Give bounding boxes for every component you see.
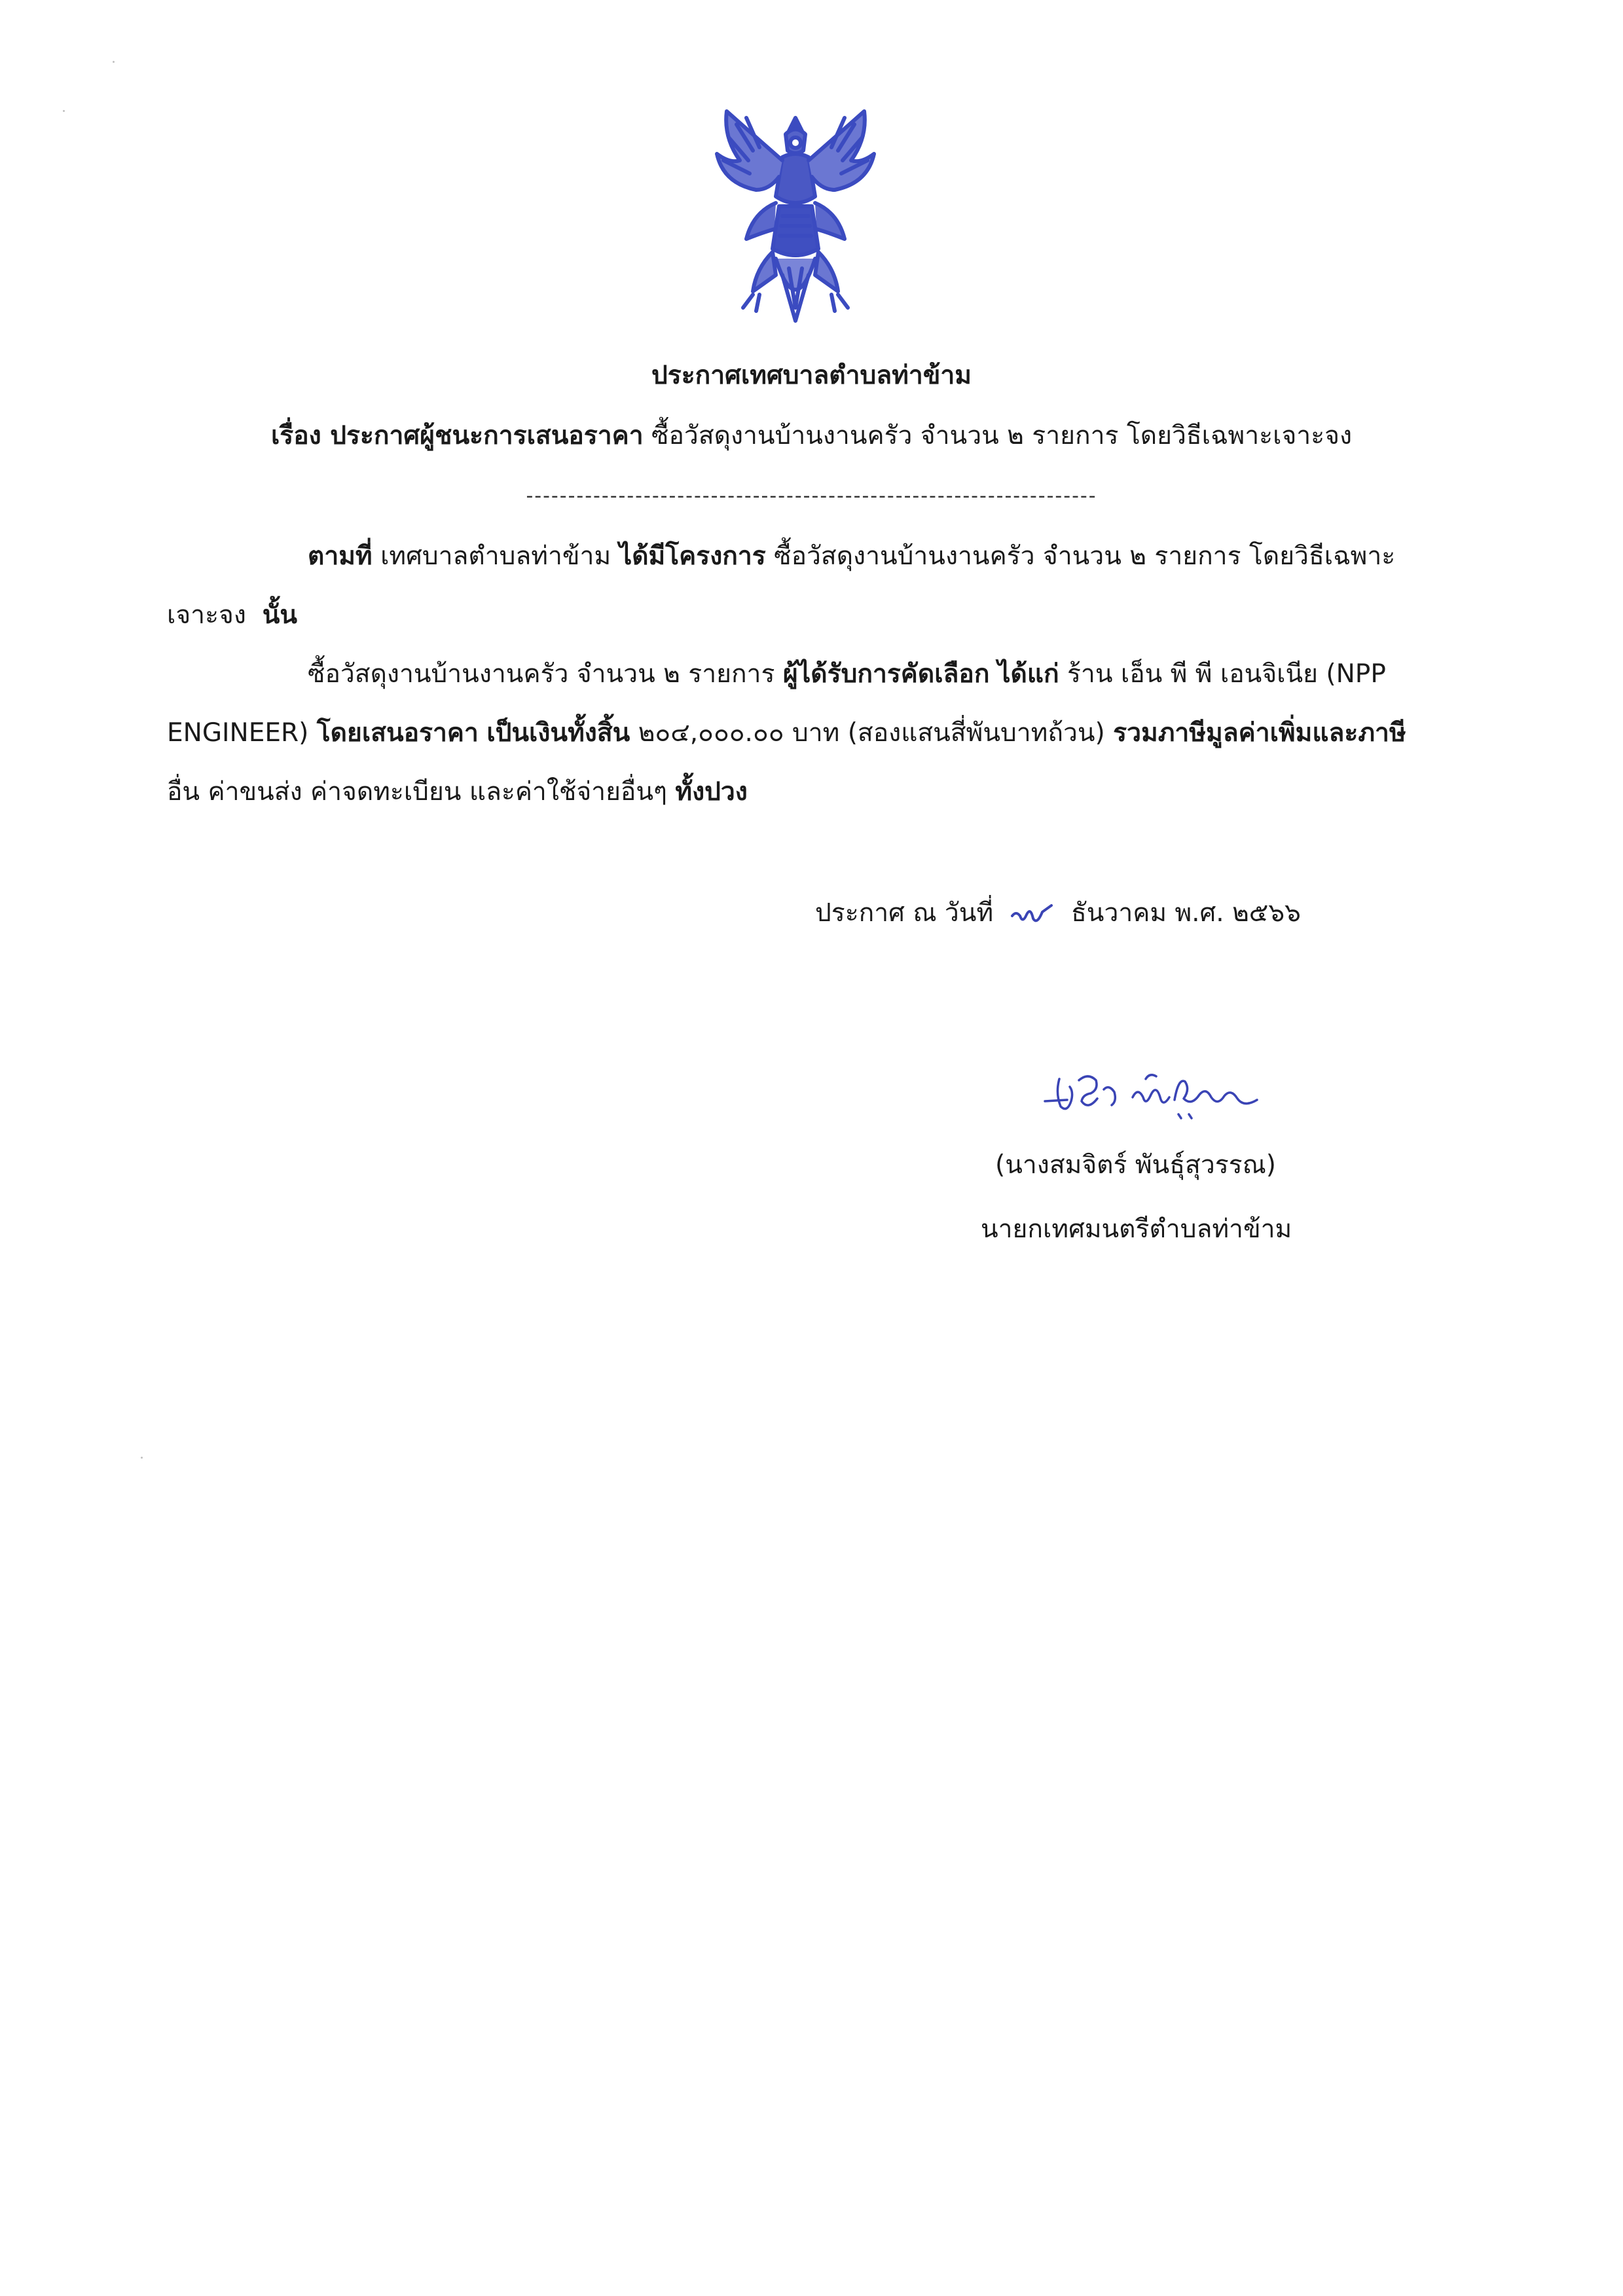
date-label: ประกาศ ณ วันที่ [815, 898, 994, 928]
subject-line [0, 418, 1623, 454]
p1-verb: ได้มีโครงการ [619, 541, 766, 571]
scan-speck [141, 1457, 143, 1459]
paragraph-2-line-1 [308, 656, 1386, 693]
p1-project: ซื้อวัสดุงานบ้านงานครัว จำนวน ๒ รายการ โดยวิธีเฉพาะ [774, 541, 1396, 571]
signature-icon [1041, 1061, 1264, 1133]
p2-amount: ๒๐๔,๐๐๐.๐๐ บาท (สองแสนสี่พันบาทถ้วน) [638, 718, 1105, 748]
p2-total-label: เป็นเงินทั้งสิ้น [486, 718, 630, 748]
p1-end: นั้น [262, 600, 298, 630]
p3-text: อื่น ค่าขนส่ง ค่าจดทะเบียน และค่าใช้จ่ายอื่นๆ [167, 777, 667, 807]
subject-label: เรื่อง ประกาศผู้ชนะการเสนอราคา [270, 421, 644, 450]
paragraph-2-line-3 [167, 774, 748, 811]
paragraph-2-line-2 [167, 715, 1406, 752]
p1-org: เทศบาลตำบลท่าข้าม [380, 541, 611, 571]
paragraph-1-line-1 [308, 538, 1395, 575]
p2-tax: รวมภาษีมูลค่าเพิ่มและภาษี [1113, 718, 1406, 748]
scan-speck [113, 61, 115, 63]
p2-winner-cont: ENGINEER) [167, 718, 309, 748]
p2-winner: ร้าน เอ็น พี พี เอนจิเนีย (NPP [1067, 659, 1386, 689]
handwritten-day-icon [1010, 902, 1055, 928]
paragraph-1-line-2 [167, 597, 297, 634]
p1-lead: ตามที่ [308, 541, 373, 571]
signer-name: (นางสมจิตร์ พันธุ์สุวรรณ) [995, 1150, 1277, 1180]
p2-item: ซื้อวัสดุงานบ้านงานครัว จำนวน ๒ รายการ [308, 659, 775, 689]
announcement-date [815, 895, 1301, 932]
page-title: ประกาศเทศบาลตำบลท่าข้าม [651, 361, 972, 390]
signer-position: นายกเทศมนตรีตำบลท่าข้าม [981, 1214, 1292, 1244]
p2-selected-label: ผู้ได้รับการคัดเลือก [782, 659, 990, 689]
date-month-year: ธันวาคม พ.ศ. ๒๕๖๖ [1070, 898, 1301, 928]
garuda-emblem-icon [691, 98, 900, 340]
p1-cont: เจาะจง [167, 600, 246, 630]
p3-end: ทั้งปวง [675, 777, 748, 807]
p2-price-label: โดยเสนอราคา [316, 718, 479, 748]
scan-speck [63, 110, 65, 112]
subject-text: ซื้อวัสดุงานบ้านงานครัว จำนวน ๒ รายการ โดยวิธีเฉพาะเจาะจง [651, 421, 1353, 450]
separator-line: -------------------------------------------------------------------- [526, 484, 1097, 507]
p2-winner-label: ได้แก่ [997, 659, 1059, 689]
